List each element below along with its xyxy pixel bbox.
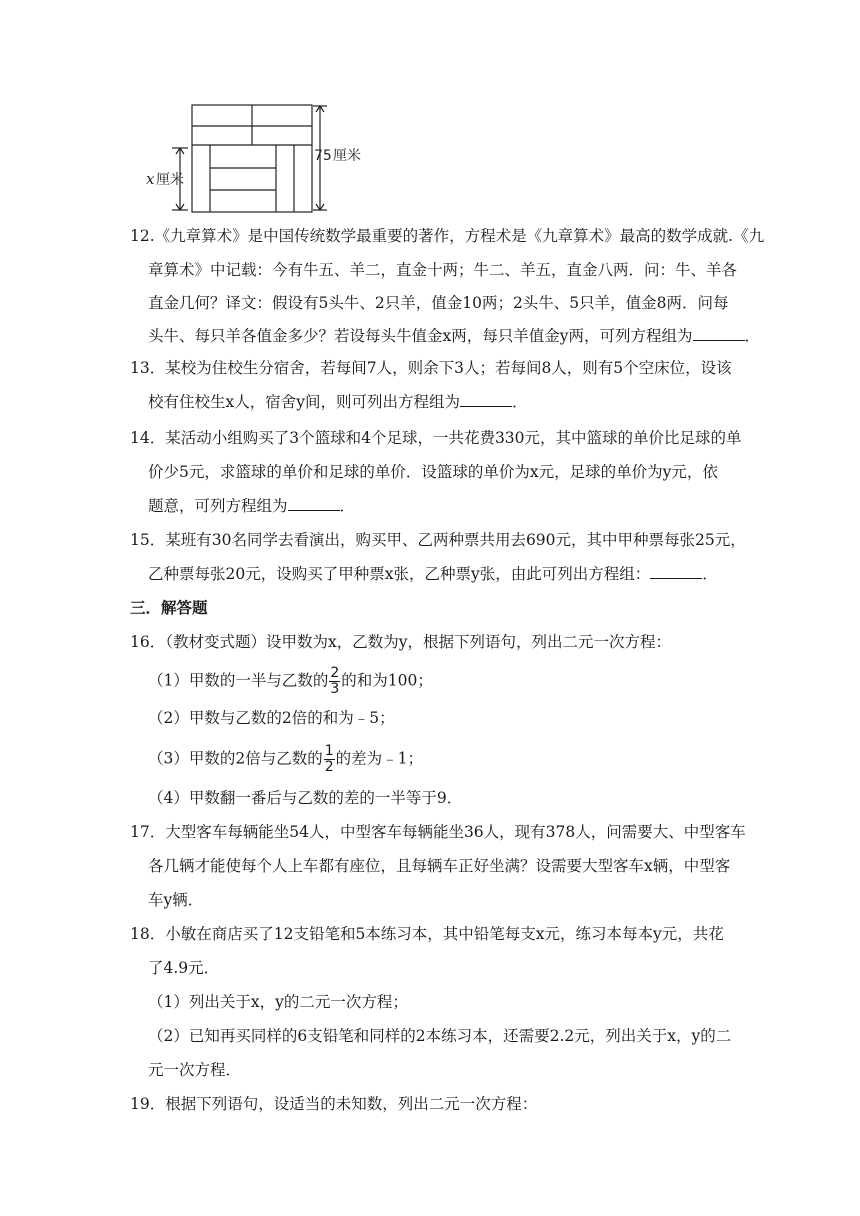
question-16-part-4: （4）甲数翻一番后与乙数的差的一半等于9． <box>148 789 463 807</box>
bookshelf-figure <box>140 100 400 220</box>
question-16-part-1: （1）甲数的一半与乙数的 $\frac{2}{3}$ 的和为100； <box>148 665 433 697</box>
question-18-line-1: 18．小敏在商店买了12支铅笔和5本练习本，其中铅笔每支x元，练习本每本y元，共花 <box>130 925 724 943</box>
question-18-line-2: 了4.9元． <box>148 959 220 977</box>
question-13-line-2: 校有住校生x人，宿舍y间，则可列出方程组为 ． <box>148 393 528 411</box>
height-label: 75 <box>314 148 332 164</box>
question-14-line-2: 价少5元，求篮球的单价和足球的单价．设篮球的单价为x元，足球的单价为y元，依 <box>148 463 718 481</box>
height-unit-label: 厘米 <box>333 148 361 164</box>
question-14-line-1: 14．某活动小组购买了3个篮球和4个足球，一共花费330元，其中篮球的单价比足球的单 <box>130 429 742 447</box>
question-14-line-3: 题意，可列方程组为 ． <box>148 497 356 515</box>
fraction-one-half: $\frac{1}{2}$ <box>324 743 334 775</box>
question-17-line-3: 车y辆． <box>148 891 204 909</box>
question-16-part-3: （3）甲数的2倍与乙数的 $\frac{1}{2}$ 的差为﹣1； <box>148 743 424 775</box>
question-12-line-1: 12.《九章算术》是中国传统数学最重要的著作，方程术是《九章算术》最高的数学成就.《九 <box>130 227 765 245</box>
question-16-line-1: 16．（教材变式题）设甲数为x，乙数为y，根据下列语句，列出二元一次方程： <box>130 633 671 651</box>
question-19-line-1: 19．根据下列语句，设适当的未知数，列出二元一次方程： <box>130 1095 538 1113</box>
fraction-two-thirds: $\frac{2}{3}$ <box>330 665 340 697</box>
question-12-line-2: 章算术》中记载：今有牛五、羊二，直金十两；牛二、羊五，直金八两．问：牛、羊各 <box>148 261 738 279</box>
question-12-line-3: 直金几何？译文：假设有5头牛、2只羊，值金10两；2头牛、5只羊，值金8两．问每 <box>148 294 729 312</box>
answer-blank <box>693 326 745 341</box>
question-18-part-2-line-2: 元一次方程． <box>148 1061 242 1079</box>
x-label: x <box>146 170 155 188</box>
x-unit-label: 厘米 <box>156 172 184 188</box>
question-13-line-1: 13．某校为住校生分宿舍，若每间7人，则余下3人；若每间8人，则有5个空床位，设该 <box>130 359 732 377</box>
question-16-part-2: （2）甲数与乙数的2倍的和为﹣5； <box>148 709 395 727</box>
question-18-part-1: （1）列出关于x，y的二元一次方程； <box>148 993 408 1011</box>
question-15-line-1: 15．某班有30名同学去看演出，购买甲、乙两种票共用去690元，其中甲种票每张25元， <box>130 531 746 549</box>
question-15-line-2: 乙种票每张20元，设购买了甲种票x张，乙种票y张，由此可列出方程组： ． <box>148 565 718 583</box>
question-12-line-4: 头牛、每只羊各值金多少？若设每头牛值金x两，每只羊值金y两，可列方程组为 ． <box>148 327 761 345</box>
answer-blank <box>650 564 702 579</box>
question-18-part-2-line-1: （2）已知再买同样的6支铅笔和同样的2本练习本，还需要2.2元，列出关于x，y的二 <box>148 1027 732 1045</box>
answer-blank <box>288 496 340 511</box>
question-17-line-2: 各几辆才能使每个人上车都有座位，且每辆车正好坐满？设需要大型客车x辆，中型客 <box>148 857 731 875</box>
section-heading: 三．解答题 <box>130 598 208 617</box>
question-17-line-1: 17．大型客车每辆能坐54人，中型客车每辆能坐36人，现有378人，问需要大、中型客车 <box>130 823 746 841</box>
answer-blank <box>460 392 512 407</box>
